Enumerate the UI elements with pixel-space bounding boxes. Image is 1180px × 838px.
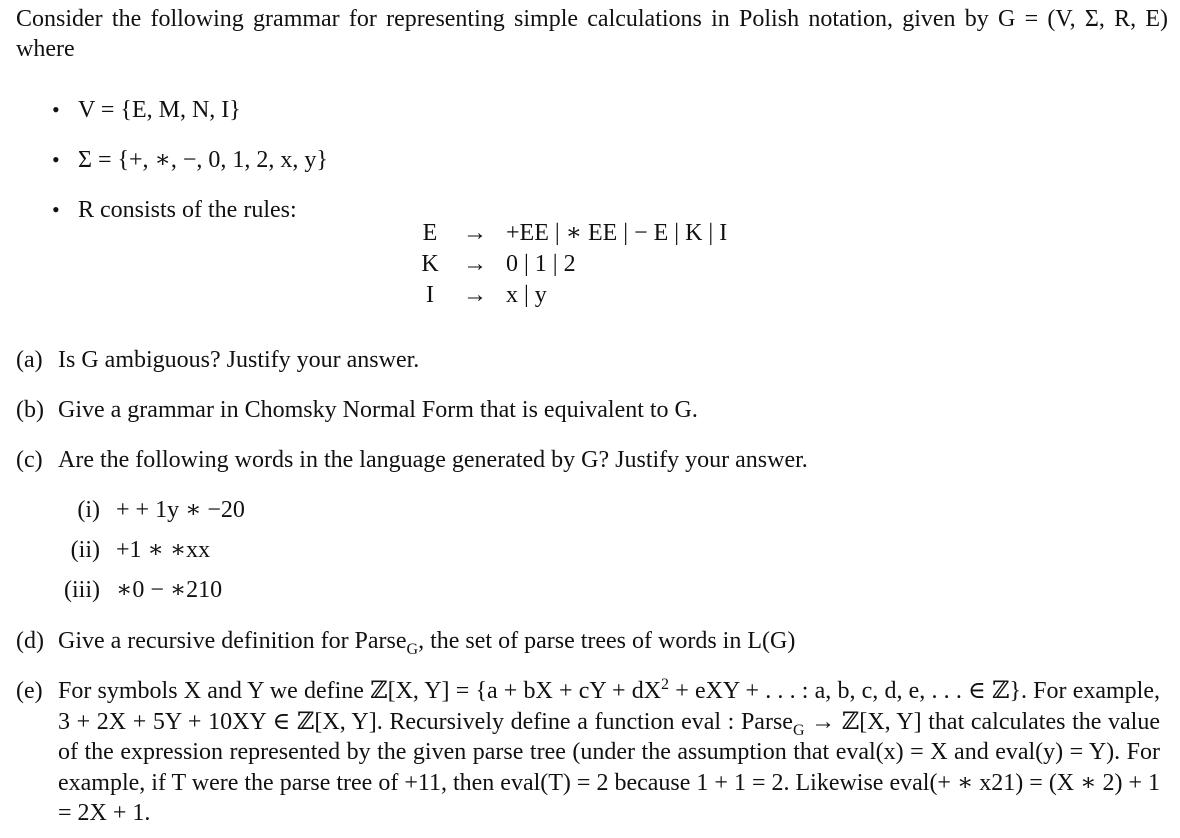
question-c-text: Are the following words in the language generated by G? Justify your answer.: [58, 447, 808, 473]
bullet-alphabet: Σ = {+, ∗, −, 0, 1, 2, x, y}: [78, 147, 328, 173]
rule-rhs: 0 | 1 | 2: [506, 251, 576, 277]
grammar-rules: [416, 218, 727, 311]
question-e-part2: + eXY + . . . : a, b, c, d, e, . . . ∈ ℤ}. For example, 3 + 2X + 5Y + 10XY ∈ ℤ[X, Y]. Recursively define a function eval : Parse: [58, 678, 1160, 735]
bullet-marker: •: [52, 97, 60, 122]
question-d-subscript: G: [406, 640, 419, 658]
question-d-text-pre: Give a recursive definition for Parse: [58, 628, 407, 654]
subitem-label: (ii): [70, 537, 100, 563]
rule-rhs: x | y: [506, 282, 547, 308]
rule-row: [416, 280, 727, 311]
rule-row: [416, 249, 727, 280]
rule-lhs: I: [426, 282, 434, 308]
bullet-variables: V = {E, M, N, I}: [78, 97, 241, 123]
question-d-label: (d): [16, 628, 44, 654]
rule-arrow: →: [463, 282, 487, 308]
subitem-label: (i): [77, 497, 100, 523]
question-e-text: [58, 676, 1160, 829]
bullet-rules-intro: R consists of the rules:: [78, 197, 297, 223]
question-e-part1: For symbols X and Y we define ℤ[X, Y] = {a + bX + cY + dX: [58, 678, 662, 704]
question-e-part3: → ℤ[X, Y] that calculates the value of the expression represented by the given parse tree (under the assumption that eval(x) = X and eval(y) = Y). For example, if T were the parse tree of +11, then eval(T) = 2 because 1 + 1 = 2. Likewise eval(+ ∗ x21) = (X ∗ 2) + 1 = 2X + 1.: [58, 708, 1160, 826]
rule-arrow: →: [463, 220, 487, 246]
subitem-word: ∗0 − ∗210: [116, 577, 223, 603]
question-a-label: (a): [16, 347, 43, 373]
question-e-label: (e): [16, 678, 43, 704]
bullet-marker: •: [52, 147, 60, 172]
question-b-label: (b): [16, 397, 44, 423]
question-a-text: Is G ambiguous? Justify your answer.: [58, 347, 420, 373]
rule-row: [416, 218, 727, 249]
question-d-text-post: , the set of parse trees of words in L(G): [418, 628, 796, 654]
rule-rhs: +EE | ∗ EE | − E | K | I: [506, 220, 728, 246]
rule-lhs: E: [422, 220, 438, 246]
bullet-marker: •: [52, 197, 60, 222]
question-e-superscript: 2: [661, 676, 670, 693]
question-b-text: Give a grammar in Chomsky Normal Form that is equivalent to G.: [58, 397, 698, 423]
subitem-label: (iii): [64, 577, 100, 603]
intro-paragraph: Consider the following grammar for representing simple calculations in Polish notation, given by G = (V, Σ, R, E) where: [16, 6, 1168, 62]
question-d-text: [58, 626, 795, 656]
subitem-word: + + 1y ∗ −20: [116, 497, 245, 523]
question-c-label: (c): [16, 447, 43, 473]
rule-lhs: K: [421, 251, 439, 277]
rule-arrow: →: [463, 251, 487, 277]
question-e-subscript: G: [792, 721, 805, 739]
subitem-word: +1 ∗ ∗xx: [116, 537, 211, 563]
